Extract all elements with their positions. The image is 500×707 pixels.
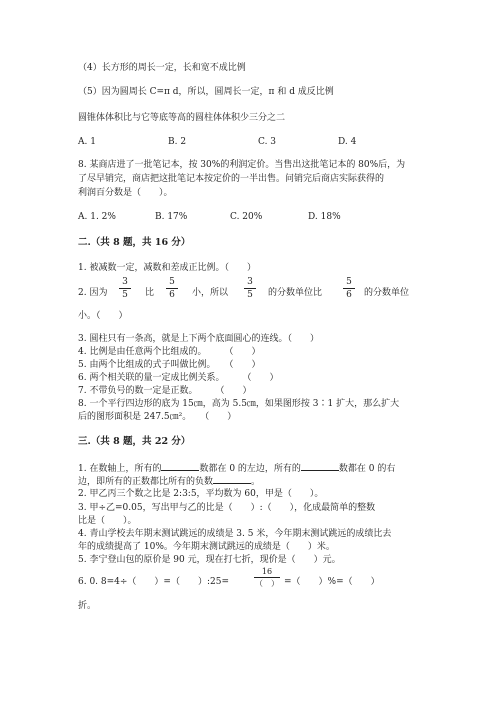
q7-option-a[interactable]: A. 1 <box>78 137 96 147</box>
question-8-line2: 了尽早销完，商店把这批笔记本按定价的一半出售。问销完后商店实际获得的 <box>78 174 385 184</box>
question-7-text: 圆锥体体积比与它等底等高的圆柱体体积少三分之二 <box>78 113 286 123</box>
q7-option-b[interactable]: B. 2 <box>168 137 187 147</box>
p2-question-3: 3. 圆柱只有一条高，就是上下两个底面圆心的连线。（ ） <box>78 334 319 344</box>
fraction-16-blank: 16 （ ） <box>255 567 279 588</box>
p2-question-1: 1. 被减数一定，减数和差成正比例。（ ） <box>78 263 256 273</box>
p3-question-3-line2: 比是（ ）。 <box>78 516 137 526</box>
p2-q2-part-d: 的分数单位比 <box>268 288 323 298</box>
p2-q2-part-a: 2. 因为 <box>78 288 108 298</box>
p2-q2-tail: 小。（ ） <box>78 311 128 321</box>
p2-question-7: 7. 不带负号的数一定是正数。 （ ） <box>78 386 252 396</box>
question-8-line3: 利润百分数是（ ）。 <box>78 188 173 198</box>
q8-option-b[interactable]: B. 17% <box>155 212 188 222</box>
section-2-title: 二.（共 8 题，共 16 分） <box>78 237 191 248</box>
q8-option-a[interactable]: A. 1. 2% <box>78 212 116 222</box>
p2-question-6: 6. 两个相关联的量一定成比例关系。 （ ） <box>78 373 279 383</box>
q8-option-d[interactable]: D. 18% <box>308 212 341 222</box>
p2-question-8-line1: 8. 一个平行四边形的底为 15㎝，高为 5.5㎝，如果图形按 3∶1 扩大，那么扩大 <box>78 399 400 409</box>
p3-question-3-line1: 3. 甲÷乙=0.05，写出甲与乙的比是（ ）:（ ），化成最简单的整数 <box>78 503 376 513</box>
p3-q6-part-a: 6. 0. 8=4÷（ ）=（ ）:25= <box>78 577 229 587</box>
statement-4: （4）长方形的周长一定，长和宽不成比例 <box>78 63 246 73</box>
p2-q2-part-b: 比 <box>145 288 155 298</box>
p3-question-1-line1: 1. 在数轴上，所有的 数都在 0 的左边，所有的 数都在 0 的右 <box>78 461 395 475</box>
p3-q6-tail: 折。 <box>78 601 97 611</box>
fraction-3-5-a: 3 5 <box>119 277 131 300</box>
p3-question-2: 2. 甲乙丙三个数之比是 2:3:5，平均数为 60，甲是（ ）。 <box>78 489 324 499</box>
p3-question-1-line2: 边，即所有的正数都比所有的负数 。 <box>78 474 260 488</box>
question-8-line1: 8. 某商店进了一批笔记本，按 30%的利润定价。当售出这批笔记本的 80%后，为 <box>78 160 406 170</box>
p3-question-4-line2: 年的成绩提高了 10%。今年期末测试跳远的成绩是（ ）米。 <box>78 542 335 552</box>
q7-option-d[interactable]: D. 4 <box>338 137 357 147</box>
p2-q2-part-e: 的分数单位 <box>364 288 410 298</box>
p2-q2-part-c: 小，所以 <box>192 288 229 298</box>
p2-question-8-line2: 后的图形面积是 247.5㎝²。 （ ） <box>78 412 237 422</box>
blank-3[interactable] <box>213 474 251 484</box>
fraction-3-5-b: 3 5 <box>244 277 256 300</box>
blank-2[interactable] <box>301 461 339 471</box>
fraction-5-6-a: 5 6 <box>166 277 178 300</box>
q8-option-c[interactable]: C. 20% <box>230 212 263 222</box>
p2-question-5: 5. 由两个比组成的式子叫做比例。 （ ） <box>78 360 261 370</box>
q7-option-c[interactable]: C. 3 <box>258 137 277 147</box>
statement-5: （5）因为圆周长 C=π d，所以，圆周长一定，π 和 d 成反比例 <box>78 87 334 97</box>
fraction-5-6-b: 5 6 <box>343 277 355 300</box>
p3-q6-part-b: =（ ）%=（ ） <box>284 577 380 587</box>
blank-1[interactable] <box>161 461 199 471</box>
section-3-title: 三.（共 8 题，共 22 分） <box>78 436 191 447</box>
p2-question-4: 4. 比例是由任意两个比组成的。 （ ） <box>78 347 261 357</box>
p3-question-4-line1: 4. 青山学校去年期末测试跳远的成绩是 3. 5 米，今年期末测试跳远的成绩比去 <box>78 529 392 539</box>
p3-question-5: 5. 李宁登山包的原价是 90 元，现在打七折，现价是（ ）元。 <box>78 555 341 565</box>
